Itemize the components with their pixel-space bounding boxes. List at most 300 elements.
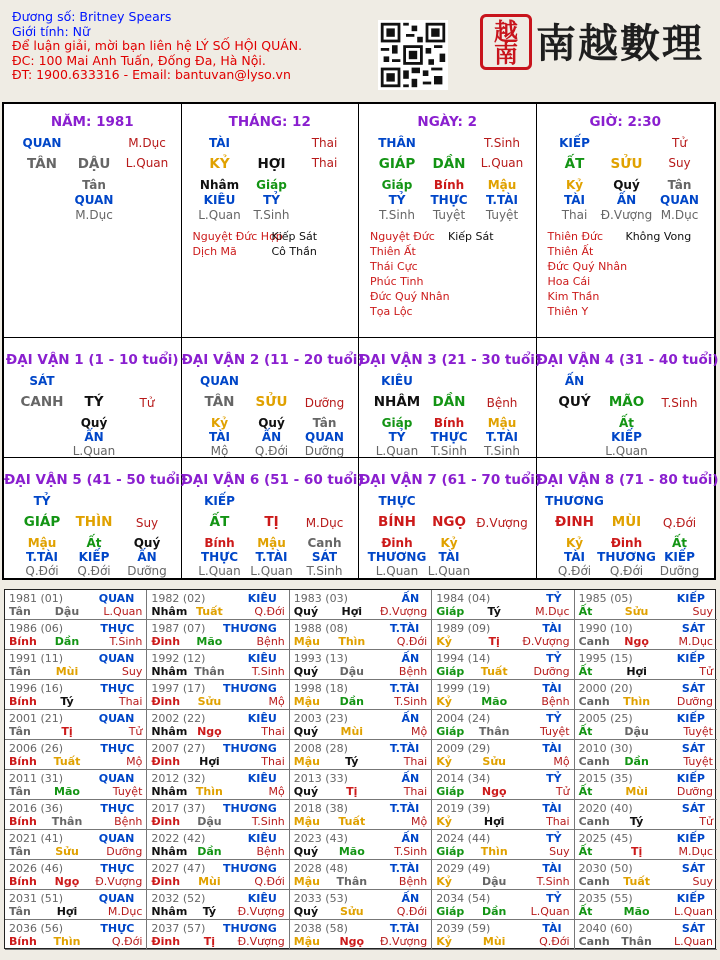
year-stem: Bính bbox=[9, 935, 37, 948]
year-cell bbox=[575, 770, 717, 800]
year-stage: Bệnh bbox=[398, 875, 428, 888]
year-label: 2023 (43) bbox=[293, 832, 348, 845]
hidden-ten-god: KIÊU bbox=[203, 193, 236, 207]
hidden-stem: Đinh bbox=[610, 536, 643, 550]
year-label: 2025 (45) bbox=[578, 832, 633, 845]
year-stage: Suy bbox=[549, 845, 570, 858]
hidden-stage: L.Quan bbox=[605, 444, 648, 458]
year-stage: M.Dục bbox=[678, 845, 713, 858]
year-stage: M.Dục bbox=[678, 635, 713, 648]
year-cell bbox=[290, 890, 432, 920]
year-ten-god: KIÊU bbox=[247, 712, 277, 725]
year-ten-god: SÁT bbox=[681, 742, 705, 755]
star-left: Dịch Mã bbox=[192, 245, 237, 258]
year-stem: Tân bbox=[9, 785, 31, 798]
hidden-stem: Ất bbox=[671, 536, 688, 550]
dai-van-branch: NGỌ bbox=[432, 514, 466, 530]
year-stem: Đinh bbox=[151, 935, 181, 948]
hidden-ten-god: KIẾP bbox=[78, 550, 110, 564]
year-stem: Kỷ bbox=[436, 935, 452, 948]
dai-van-title: ĐẠI VẬN 8 (71 - 80 tuổi) bbox=[536, 472, 719, 488]
year-label: 2001 (21) bbox=[9, 712, 64, 725]
year-ten-god: ẤN bbox=[401, 832, 420, 845]
year-stage: Đ.Vượng bbox=[237, 905, 285, 918]
year-stage: Tử bbox=[555, 785, 570, 798]
pillar-1 bbox=[4, 104, 182, 338]
pillar-title: THÁNG: 12 bbox=[228, 114, 311, 130]
year-branch: Tuất bbox=[53, 755, 81, 768]
year-cell bbox=[432, 800, 574, 830]
year-branch: Mão bbox=[196, 635, 223, 648]
year-stem: Nhâm bbox=[151, 905, 188, 918]
star-right: Kiếp Sát bbox=[448, 230, 494, 243]
dai-van-ten-god: QUAN bbox=[200, 374, 239, 388]
year-ten-god: QUAN bbox=[98, 892, 135, 905]
year-cell bbox=[290, 920, 432, 950]
year-ten-god: T.TÀI bbox=[389, 862, 420, 875]
dai-van-title: ĐẠI VẬN 3 (21 - 30 tuổi) bbox=[359, 352, 542, 368]
year-ten-god: T.TÀI bbox=[389, 682, 420, 695]
pillar-4 bbox=[537, 104, 715, 338]
hidden-ten-god: TỶ bbox=[388, 193, 406, 207]
hidden-ten-god: TỶ bbox=[388, 430, 406, 444]
hidden-stem: Kỷ bbox=[565, 536, 584, 550]
year-branch: Tý bbox=[202, 905, 217, 918]
stage-top: Tử bbox=[672, 136, 687, 150]
year-label: 1996 (16) bbox=[9, 682, 64, 695]
hidden-ten-god: ẤN bbox=[261, 430, 282, 444]
dai-van-stem: QUÝ bbox=[558, 394, 591, 410]
year-label: 2038 (58) bbox=[293, 922, 348, 935]
year-label: 2037 (57) bbox=[151, 922, 206, 935]
year-branch: Dậu bbox=[54, 605, 80, 618]
year-branch: Tị bbox=[630, 845, 643, 858]
year-label: 2008 (28) bbox=[293, 742, 348, 755]
dai-van-stage: Tử bbox=[139, 396, 155, 410]
dai-van-title: ĐẠI VẬN 5 (41 - 50 tuổi) bbox=[4, 472, 187, 488]
star-left: Tọa Lộc bbox=[370, 305, 413, 318]
hidden-stage: M.Dục bbox=[75, 208, 113, 222]
year-branch: Thìn bbox=[195, 785, 223, 798]
year-stem: Bính bbox=[9, 695, 37, 708]
year-cell bbox=[147, 710, 289, 740]
year-ten-god: KIẾP bbox=[676, 832, 705, 845]
year-stage: Q.Đới bbox=[396, 905, 428, 918]
year-stem: Mậu bbox=[293, 935, 320, 948]
year-cell bbox=[432, 650, 574, 680]
dai-van-3 bbox=[359, 338, 542, 458]
year-cell bbox=[575, 860, 717, 890]
dai-van-1 bbox=[4, 338, 182, 458]
year-label: 1989 (09) bbox=[436, 622, 491, 635]
dai-van-stage: Đ.Vượng bbox=[476, 516, 528, 530]
ten-god-top: TÀI bbox=[208, 136, 231, 150]
year-label: 2033 (53) bbox=[293, 892, 348, 905]
hidden-stage: Dưỡng bbox=[659, 564, 700, 578]
hidden-stem: Bính bbox=[204, 536, 235, 550]
year-label: 2018 (38) bbox=[293, 802, 348, 815]
dai-van-ten-god: KIẾP bbox=[204, 494, 235, 508]
hidden-ten-god: QUAN bbox=[305, 430, 344, 444]
year-ten-god: THƯƠNG bbox=[223, 922, 277, 935]
hidden-stem: Bính bbox=[433, 178, 465, 192]
contact-line: Để luận giải, mời bạn liên hệ LÝ SỐ HỘI QUÁN. bbox=[12, 38, 303, 53]
year-cell bbox=[147, 590, 289, 620]
year-stage: Thai bbox=[261, 725, 285, 738]
year-stem: Mậu bbox=[293, 755, 320, 768]
hidden-ten-god: KIẾP bbox=[611, 430, 642, 444]
year-branch: Dậu bbox=[197, 815, 222, 828]
year-label: 2002 (22) bbox=[151, 712, 206, 725]
year-stem: Giáp bbox=[436, 665, 465, 678]
year-ten-god: THƯƠNG bbox=[223, 682, 277, 695]
year-cell bbox=[5, 860, 147, 890]
year-ten-god: SÁT bbox=[681, 622, 705, 635]
hidden-stem: Canh bbox=[307, 536, 342, 550]
year-ten-god: TỶ bbox=[546, 892, 562, 905]
year-label: 2030 (50) bbox=[578, 862, 633, 875]
hidden-ten-god: THỰC bbox=[200, 550, 239, 564]
dai-van-ten-god: TỶ bbox=[33, 494, 51, 508]
year-cell bbox=[575, 830, 717, 860]
year-stem: Quý bbox=[293, 605, 319, 618]
year-ten-god: ẤN bbox=[401, 892, 420, 905]
year-stage: Đ.Vượng bbox=[379, 605, 428, 618]
hidden-stem: Tân bbox=[82, 178, 106, 192]
hidden-stem: Bính bbox=[433, 416, 465, 430]
year-stem: Đinh bbox=[151, 635, 181, 648]
year-cell bbox=[575, 740, 717, 770]
year-cell bbox=[432, 740, 574, 770]
year-stem: Đinh bbox=[151, 875, 181, 888]
year-cell bbox=[575, 620, 717, 650]
hidden-stage: L.Quan bbox=[250, 564, 293, 578]
year-stem: Bính bbox=[9, 815, 37, 828]
ten-god-top: QUAN bbox=[22, 136, 62, 150]
year-stem: Nhâm bbox=[151, 665, 188, 678]
year-stem: Ất bbox=[578, 665, 593, 678]
year-label: 2013 (33) bbox=[293, 772, 348, 785]
year-branch: Mùi bbox=[198, 875, 221, 888]
hidden-stage: Tuyệt bbox=[432, 208, 466, 222]
hidden-stage: Q.Đới bbox=[25, 564, 59, 578]
year-branch: Thân bbox=[621, 935, 652, 948]
year-stem: Ất bbox=[578, 605, 593, 618]
year-stage: Mộ bbox=[126, 755, 143, 768]
year-branch: Thìn bbox=[338, 635, 366, 648]
address-line: ĐC: 100 Mai Anh Tuấn, Đống Đa, Hà Nội. bbox=[12, 52, 266, 68]
year-stage: Tuyệt bbox=[683, 725, 713, 738]
year-branch: Tuất bbox=[195, 605, 223, 618]
hidden-stage: Đ.Vượng bbox=[600, 208, 653, 222]
year-stage: L.Quan bbox=[103, 605, 143, 618]
year-stage: L.Quan bbox=[674, 905, 713, 918]
star-right: Không Vong bbox=[625, 230, 692, 243]
year-stage: T.Sinh bbox=[394, 695, 428, 708]
year-stage: Đ.Vượng bbox=[237, 935, 285, 948]
year-branch: Thìn bbox=[480, 845, 508, 858]
year-stage: Suy bbox=[121, 665, 143, 678]
stage-top: Thai bbox=[311, 136, 338, 150]
year-label: 1990 (10) bbox=[578, 622, 633, 635]
dai-van-branch: SỬU bbox=[255, 394, 288, 410]
hidden-ten-god: THỰC bbox=[430, 430, 468, 444]
year-stage: Mộ bbox=[410, 725, 428, 738]
star-left: Đức Quý Nhân bbox=[370, 290, 450, 303]
year-branch: Thìn bbox=[623, 695, 651, 708]
year-ten-god: SÁT bbox=[681, 682, 705, 695]
year-stem: Bính bbox=[9, 755, 37, 768]
year-stage: T.Sinh bbox=[536, 875, 570, 888]
hidden-stem: Giáp bbox=[381, 416, 413, 430]
dai-van-ten-god: ẤN bbox=[564, 374, 585, 388]
hidden-stem: Tân bbox=[667, 178, 692, 192]
year-cell bbox=[147, 860, 289, 890]
year-ten-god: TÀI bbox=[542, 742, 562, 755]
year-stage: T.Sinh bbox=[251, 815, 285, 828]
year-branch: Hợi bbox=[626, 665, 647, 678]
year-stage: Thai bbox=[261, 755, 285, 768]
star-left: Thiên Ất bbox=[370, 245, 416, 258]
hidden-ten-god: ẤN bbox=[137, 550, 157, 564]
year-stem: Tân bbox=[9, 845, 31, 858]
year-stage: Bệnh bbox=[114, 815, 143, 828]
year-cell bbox=[147, 770, 289, 800]
dai-van-stem: BÍNH bbox=[378, 514, 416, 530]
year-stage: T.Sinh bbox=[251, 665, 285, 678]
year-stage: Mộ bbox=[268, 785, 285, 798]
year-stem: Giáp bbox=[436, 905, 465, 918]
earthly-branch: DẬU bbox=[77, 156, 111, 172]
hidden-stage: L.Quan bbox=[72, 444, 116, 458]
gender: Giới tính: Nữ bbox=[12, 23, 90, 39]
year-cell bbox=[290, 740, 432, 770]
star-left: Thiên Đức bbox=[547, 230, 604, 243]
year-cell bbox=[147, 920, 289, 950]
year-label: 2028 (48) bbox=[293, 862, 348, 875]
year-branch: Sửu bbox=[197, 695, 222, 708]
stage-mid: L.Quan bbox=[125, 156, 169, 170]
year-branch: Thìn bbox=[53, 935, 81, 948]
year-cell bbox=[575, 800, 717, 830]
year-stem: Đinh bbox=[151, 815, 181, 828]
year-ten-god: KIÊU bbox=[247, 832, 277, 845]
hidden-stage: Q.Đới bbox=[254, 444, 289, 458]
year-branch: Dậu bbox=[624, 725, 649, 738]
year-label: 2014 (34) bbox=[436, 772, 491, 785]
dai-van-2 bbox=[181, 338, 364, 458]
year-branch: Ngọ bbox=[54, 875, 80, 888]
year-ten-god: QUAN bbox=[98, 712, 135, 725]
star-left: Phúc Tinh bbox=[370, 275, 424, 288]
heavenly-stem: TÂN bbox=[27, 156, 57, 172]
year-stage: Q.Đới bbox=[396, 635, 428, 648]
year-stage: Suy bbox=[692, 875, 713, 888]
year-branch: Dậu bbox=[481, 875, 507, 888]
year-stage: Tử bbox=[699, 815, 713, 828]
year-branch: Tị bbox=[61, 725, 73, 738]
hidden-ten-god: TÀI bbox=[563, 193, 586, 207]
hidden-stage: Q.Đới bbox=[609, 564, 644, 578]
ten-god-top: THÂN bbox=[378, 136, 416, 150]
year-stem: Canh bbox=[578, 935, 610, 948]
hidden-stage: L.Quan bbox=[375, 444, 419, 458]
year-cell bbox=[5, 920, 147, 950]
dai-van-5 bbox=[4, 458, 187, 578]
year-cell bbox=[575, 710, 717, 740]
year-branch: Ngọ bbox=[624, 635, 649, 648]
year-ten-god: ẤN bbox=[401, 772, 420, 785]
year-stem: Nhâm bbox=[151, 785, 188, 798]
year-stem: Canh bbox=[578, 695, 610, 708]
star-left: Thái Cực bbox=[370, 260, 418, 273]
year-label: 2007 (27) bbox=[151, 742, 206, 755]
hidden-stage: T.Sinh bbox=[379, 208, 415, 222]
year-label: 2039 (59) bbox=[436, 922, 491, 935]
year-cell bbox=[432, 710, 574, 740]
year-branch: Dần bbox=[624, 755, 649, 768]
dai-van-stage: Dưỡng bbox=[304, 396, 345, 410]
star-right: Kiếp Sát bbox=[271, 230, 318, 243]
hidden-stem: Quý bbox=[613, 178, 640, 192]
year-stem: Đinh bbox=[151, 755, 181, 768]
hidden-stem: Nhâm bbox=[199, 178, 240, 192]
year-stage: Suy bbox=[692, 605, 713, 618]
year-ten-god: THƯƠNG bbox=[223, 622, 277, 635]
year-ten-god: TỶ bbox=[546, 652, 562, 665]
hidden-stem: Kỷ bbox=[210, 416, 229, 430]
year-stage: Đ.Vượng bbox=[95, 875, 143, 888]
star-left: Nguyệt Đức Hợp bbox=[192, 230, 283, 243]
year-branch: Hợi bbox=[483, 815, 505, 828]
year-cell bbox=[290, 860, 432, 890]
year-ten-god: THỰC bbox=[100, 742, 135, 755]
year-branch: Sửu bbox=[340, 905, 364, 918]
pillar-title: NĂM: 1981 bbox=[50, 114, 134, 130]
year-branch: Dậu bbox=[339, 665, 364, 678]
year-label: 1986 (06) bbox=[9, 622, 64, 635]
year-ten-god: THƯƠNG bbox=[223, 802, 277, 815]
year-ten-god: T.TÀI bbox=[389, 802, 420, 815]
hidden-ten-god: ẤN bbox=[84, 430, 104, 444]
year-branch: Thân bbox=[336, 875, 368, 888]
year-label: 1993 (13) bbox=[293, 652, 348, 665]
year-ten-god: KIẾP bbox=[676, 892, 705, 905]
year-cell bbox=[432, 830, 574, 860]
hidden-stage: T.Sinh bbox=[306, 564, 343, 578]
hidden-stem: Kỷ bbox=[440, 536, 458, 550]
year-cell bbox=[5, 590, 147, 620]
dai-van-branch: MÃO bbox=[608, 394, 645, 410]
year-ten-god: THƯƠNG bbox=[223, 742, 277, 755]
dai-van-stem: CANH bbox=[20, 394, 64, 410]
hidden-stem: Ất bbox=[618, 416, 635, 430]
hidden-stem: Mậu bbox=[27, 536, 57, 550]
year-cell bbox=[290, 680, 432, 710]
year-stage: Q.Đới bbox=[254, 605, 285, 618]
year-branch: Hợi bbox=[199, 755, 220, 768]
year-branch: Mão bbox=[623, 905, 650, 918]
year-cell bbox=[290, 800, 432, 830]
year-branch: Dần bbox=[339, 695, 364, 708]
year-cell bbox=[290, 620, 432, 650]
dai-van-title: ĐẠI VẬN 7 (61 - 70 tuổi) bbox=[359, 472, 542, 488]
year-ten-god: T.TÀI bbox=[389, 742, 420, 755]
dai-van-branch: TÝ bbox=[84, 394, 104, 410]
year-branch: Ngọ bbox=[481, 785, 507, 798]
dai-van-ten-god: THƯƠNG bbox=[545, 494, 604, 508]
year-branch: Tý bbox=[629, 815, 644, 828]
year-cell bbox=[5, 740, 147, 770]
heavenly-stem: KỶ bbox=[209, 156, 230, 172]
year-cell bbox=[432, 890, 574, 920]
year-label: 2005 (25) bbox=[578, 712, 633, 725]
stage-mid: Suy bbox=[668, 156, 691, 170]
year-stage: Đ.Vượng bbox=[379, 935, 428, 948]
year-ten-god: T.TÀI bbox=[389, 922, 420, 935]
hidden-stage: Q.Đới bbox=[77, 564, 111, 578]
year-ten-god: QUAN bbox=[98, 652, 135, 665]
year-cell bbox=[147, 620, 289, 650]
year-branch: Dần bbox=[197, 845, 222, 858]
year-stem: Mậu bbox=[293, 815, 320, 828]
dai-van-stem: NHÂM bbox=[373, 394, 421, 410]
year-branch: Sửu bbox=[624, 605, 649, 618]
dai-van-7 bbox=[359, 458, 542, 578]
hidden-stem: Quý bbox=[258, 416, 285, 430]
year-stem: Kỷ bbox=[436, 695, 452, 708]
year-cell bbox=[5, 800, 147, 830]
year-label: 1984 (04) bbox=[436, 592, 491, 605]
year-stem: Kỷ bbox=[436, 815, 452, 828]
year-branch: Tuất bbox=[338, 815, 366, 828]
year-stem: Quý bbox=[293, 845, 319, 858]
year-stem: Nhâm bbox=[151, 845, 188, 858]
hidden-stage: L.Quan bbox=[375, 564, 419, 578]
dai-van-title: ĐẠI VẬN 4 (31 - 40 tuổi) bbox=[536, 352, 719, 368]
year-branch: Tý bbox=[345, 755, 359, 768]
year-cell bbox=[147, 830, 289, 860]
dai-van-title: ĐẠI VẬN 6 (51 - 60 tuổi) bbox=[181, 472, 364, 488]
year-branch: Mão bbox=[54, 785, 80, 798]
year-ten-god: THỰC bbox=[100, 862, 135, 875]
hidden-ten-god: THỰC bbox=[430, 193, 468, 207]
hidden-stage: Tuyệt bbox=[485, 208, 519, 222]
year-label: 2031 (51) bbox=[9, 892, 64, 905]
pillar-3 bbox=[359, 104, 537, 338]
dai-van-6 bbox=[181, 458, 364, 578]
hidden-ten-god: SÁT bbox=[311, 550, 338, 564]
year-label: 2029 (49) bbox=[436, 862, 491, 875]
dai-van-stage: Q.Đới bbox=[662, 516, 697, 530]
year-ten-god: QUAN bbox=[98, 772, 135, 785]
year-branch: Hợi bbox=[341, 605, 363, 618]
stage-mid: L.Quan bbox=[480, 156, 524, 170]
hidden-ten-god: QUAN bbox=[74, 193, 114, 207]
qr-code-icon[interactable] bbox=[378, 20, 448, 90]
year-stem: Quý bbox=[293, 725, 319, 738]
dai-van-stage: Suy bbox=[135, 516, 159, 530]
year-label: 1994 (14) bbox=[436, 652, 491, 665]
star-right: Cô Thần bbox=[271, 245, 317, 258]
year-branch: Tị bbox=[203, 935, 216, 948]
year-ten-god: TỶ bbox=[546, 772, 562, 785]
year-stem: Mậu bbox=[293, 635, 320, 648]
year-branch: Ngọ bbox=[197, 725, 222, 738]
subject-name: Đương số: Britney Spears bbox=[12, 9, 172, 24]
year-cell bbox=[147, 890, 289, 920]
year-stem: Kỷ bbox=[436, 875, 452, 888]
